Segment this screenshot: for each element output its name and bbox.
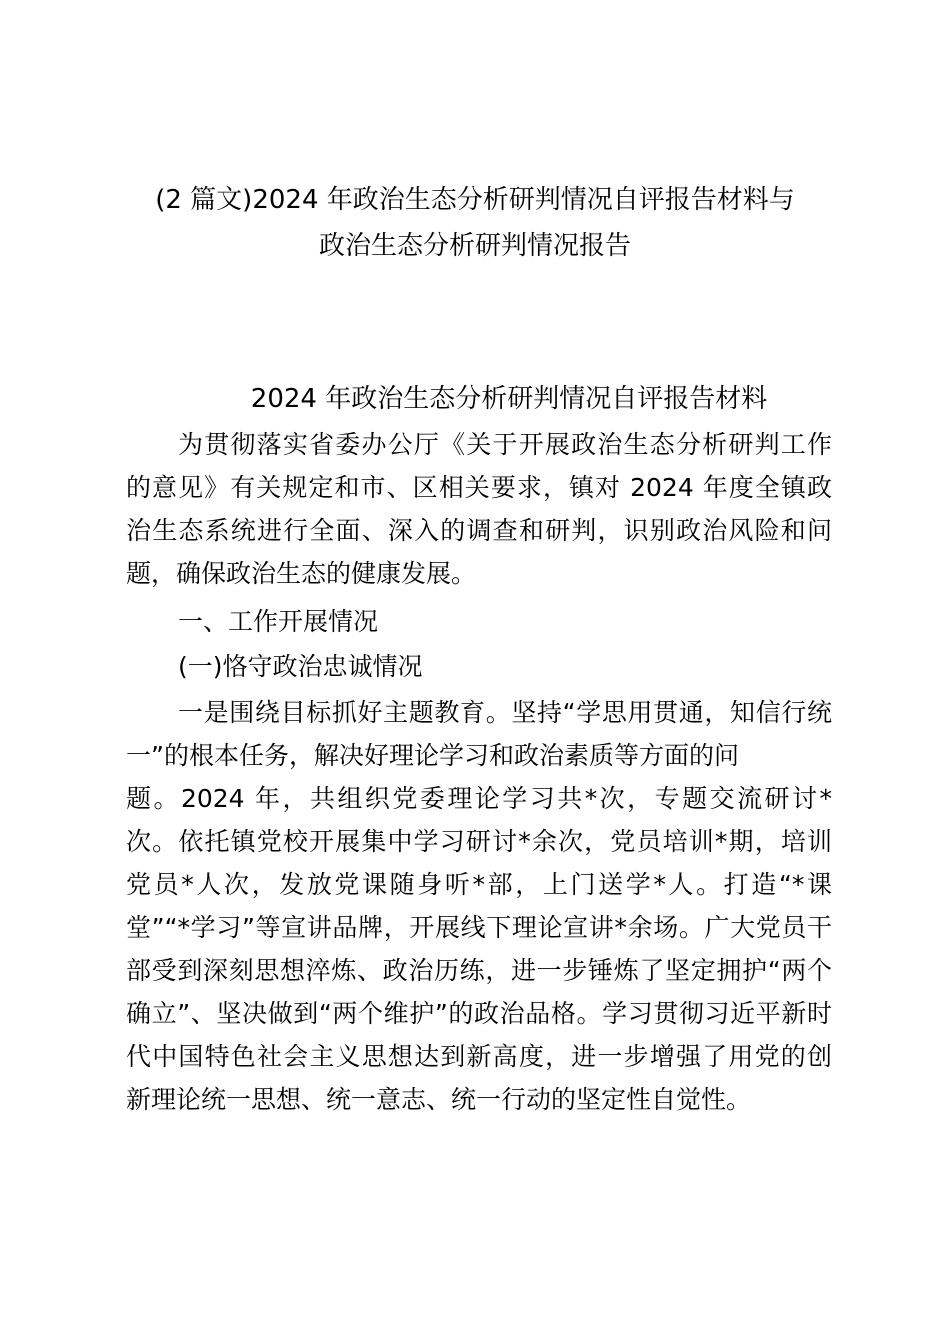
intro-line: 题，确保政治生态的健康发展。 [126,559,477,588]
paragraph-line: 代中国特色社会主义思想达到新高度，进一步增强了用党的创 [126,1042,832,1071]
document-title [100,177,850,269]
paragraph-line: 一是围绕目标抓好主题教育。坚持“学思用贯通，知信行统 [178,698,832,727]
document-title-line-1: (2 篇文)2024 年政治生态分析研判情况自评报告材料与 [155,185,795,215]
intro-line: 治生态系统进行全面、深入的调查和研判，识别政治风险和问 [126,516,832,545]
paragraph-line: 一”的根本任务，解决好理论学习和政治素质等方面的问 [126,741,739,770]
paragraph-line: 党员*人次，发放党课随身听*部，上门送学*人。打造“*课 [126,870,832,899]
paragraph-line: 新理论统一思想、统一意志、统一行动的坚定性自觉性。 [126,1085,752,1114]
paragraph-line: 部受到深刻思想淬炼、政治历练，进一步锤炼了坚定拥护“两个 [126,956,832,985]
intro-line: 的意见》有关规定和市、区相关要求，镇对 2024 年度全镇政 [126,473,832,502]
subsection-heading: (一)恪守政治忠诚情况 [178,652,423,681]
section-title: 2024 年政治生态分析研判情况自评报告材料 [250,384,768,414]
body-paragraph [126,691,832,1121]
document-title-line-2: 政治生态分析研判情况报告 [318,231,631,261]
paragraph-line: 堂”“*学习”等宣讲品牌，开展线下理论宣讲*余场。广大党员干 [126,913,832,942]
paragraph-line: 次。依托镇党校开展集中学习研讨*余次，党员培训*期，培训 [126,827,832,856]
section-heading: 一、工作开展情况 [178,607,379,636]
paragraph-line: 题。2024 年，共组织党委理论学习共*次，专题交流研讨* [126,784,832,813]
intro-paragraph [126,423,832,595]
intro-line: 为贯彻落实省委办公厅《关于开展政治生态分析研判工作 [178,430,832,459]
paragraph-line: 确立”、坚决做到“两个维护”的政治品格。学习贯彻习近平新时 [126,999,832,1028]
